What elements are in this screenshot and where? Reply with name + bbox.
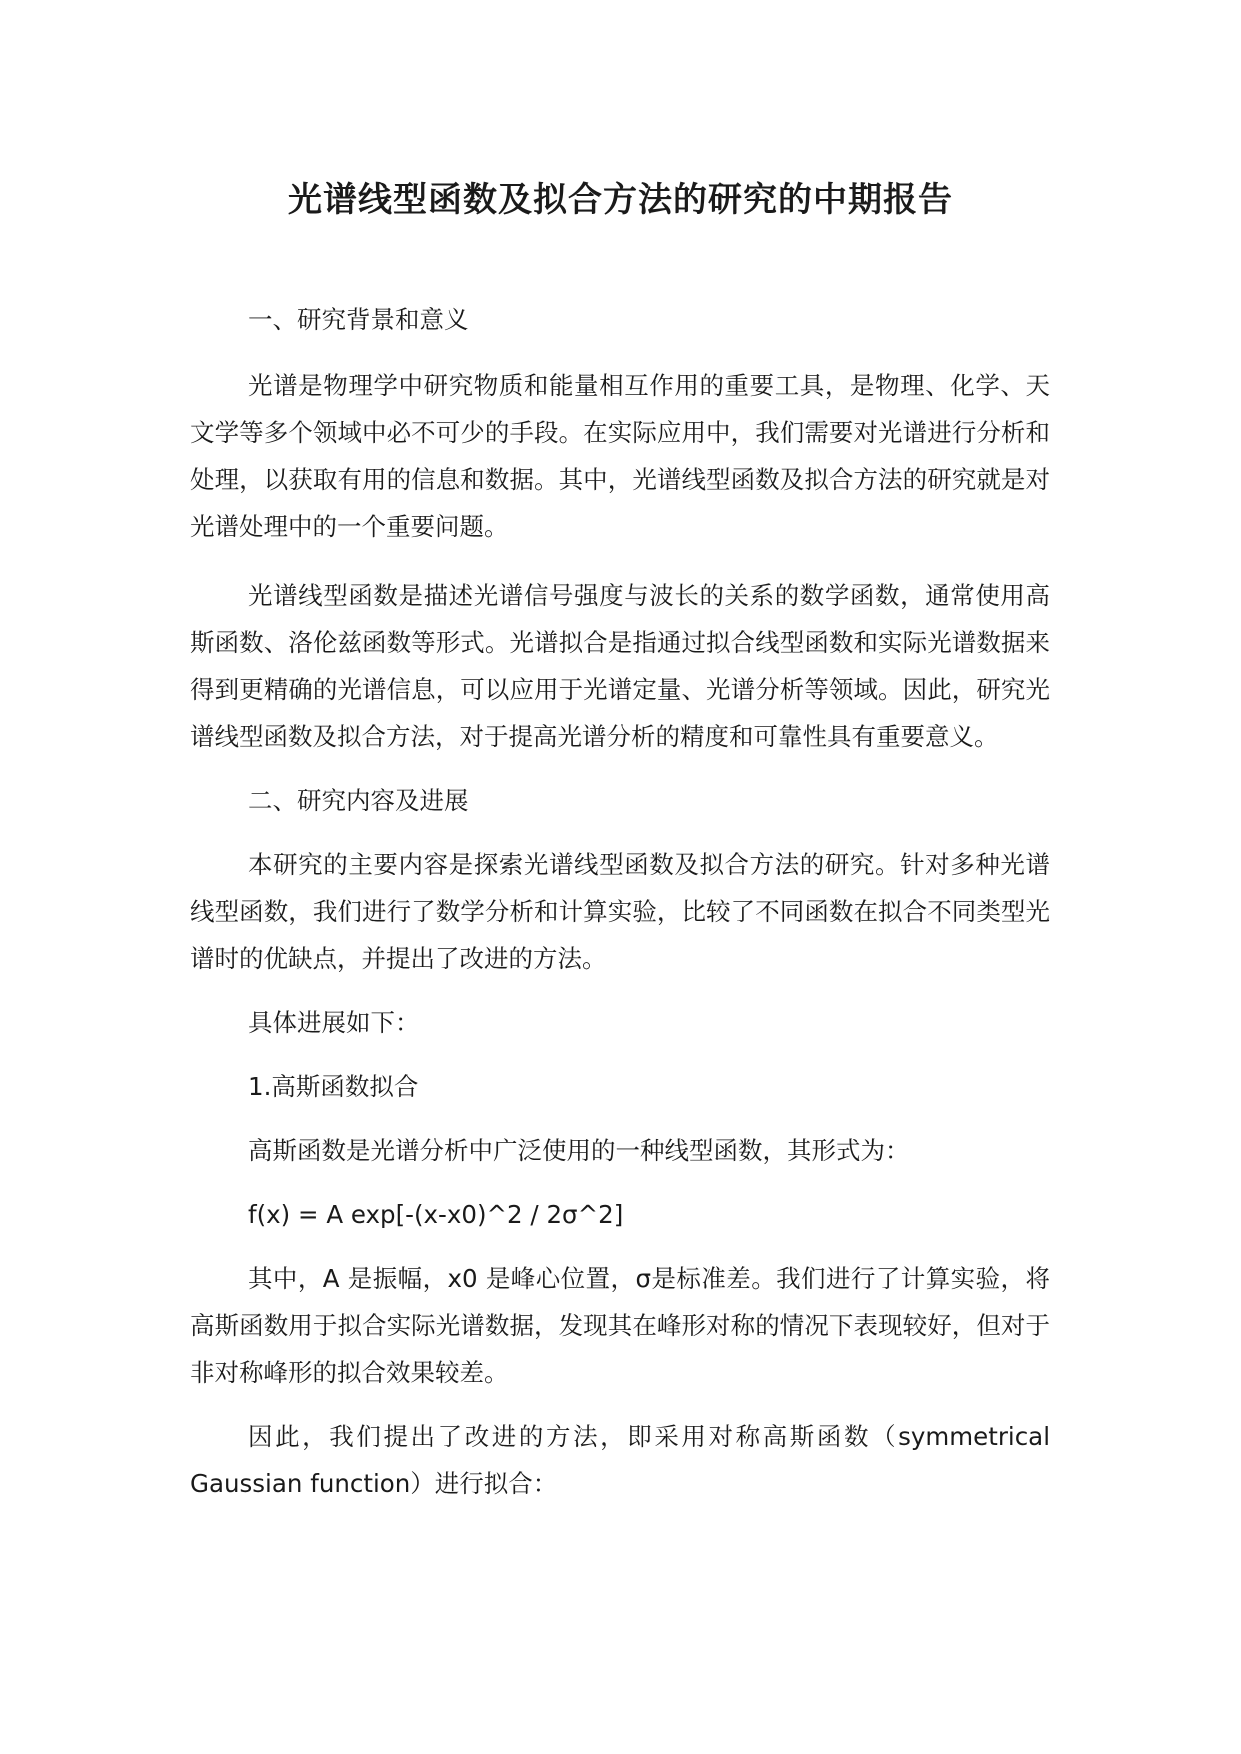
section-heading-background: 一、研究背景和意义 xyxy=(248,305,469,334)
section-heading-content: 二、研究内容及进展 xyxy=(248,786,469,815)
paragraph-lineshape-definition: 光谱线型函数是描述光谱信号强度与波长的关系的数学函数，通常使用高斯函数、洛伦兹函数等形式。光谱拟合是指通过拟合线型函数和实际光谱数据来得到更精确的光谱信息，可以应用于光谱定量、光谱分析等领域。因此，研究光谱线型函数及拟合方法，对于提高光谱分析的精度和可靠性具有重要意义。 xyxy=(190,581,1050,751)
document-title: 光谱线型函数及拟合方法的研究的中期报告 xyxy=(288,180,953,220)
paragraph-progress-intro: 具体进展如下： xyxy=(248,1008,420,1037)
paragraph-improved-method: 因此，我们提出了改进的方法，即采用对称高斯函数（symmetrical Gaussian function）进行拟合： xyxy=(190,1422,1050,1498)
formula-gaussian: f(x) = A exp[-(x-x0)^2 / 2σ^2] xyxy=(248,1200,624,1229)
paragraph-spectrum-intro: 光谱是物理学中研究物质和能量相互作用的重要工具，是物理、化学、天文学等多个领域中必不可少的手段。在实际应用中，我们需要对光谱进行分析和处理，以获取有用的信息和数据。其中，光谱线型函数及拟合方法的研究就是对光谱处理中的一个重要问题。 xyxy=(190,371,1050,541)
paragraph-gaussian-explanation: 其中，A 是振幅，x0 是峰心位置，σ是标准差。我们进行了计算实验，将高斯函数用于拟合实际光谱数据，发现其在峰形对称的情况下表现较好，但对于非对称峰形的拟合效果较差。 xyxy=(190,1264,1050,1387)
document-body xyxy=(190,296,1050,1507)
paragraph-research-content: 本研究的主要内容是探索光谱线型函数及拟合方法的研究。针对多种光谱线型函数，我们进行了数学分析和计算实验，比较了不同函数在拟合不同类型光谱时的优缺点，并提出了改进的方法。 xyxy=(190,850,1050,973)
paragraph-gaussian-intro: 高斯函数是光谱分析中广泛使用的一种线型函数，其形式为： xyxy=(248,1136,910,1165)
subheading-gaussian-fit: 1.高斯函数拟合 xyxy=(248,1072,419,1101)
